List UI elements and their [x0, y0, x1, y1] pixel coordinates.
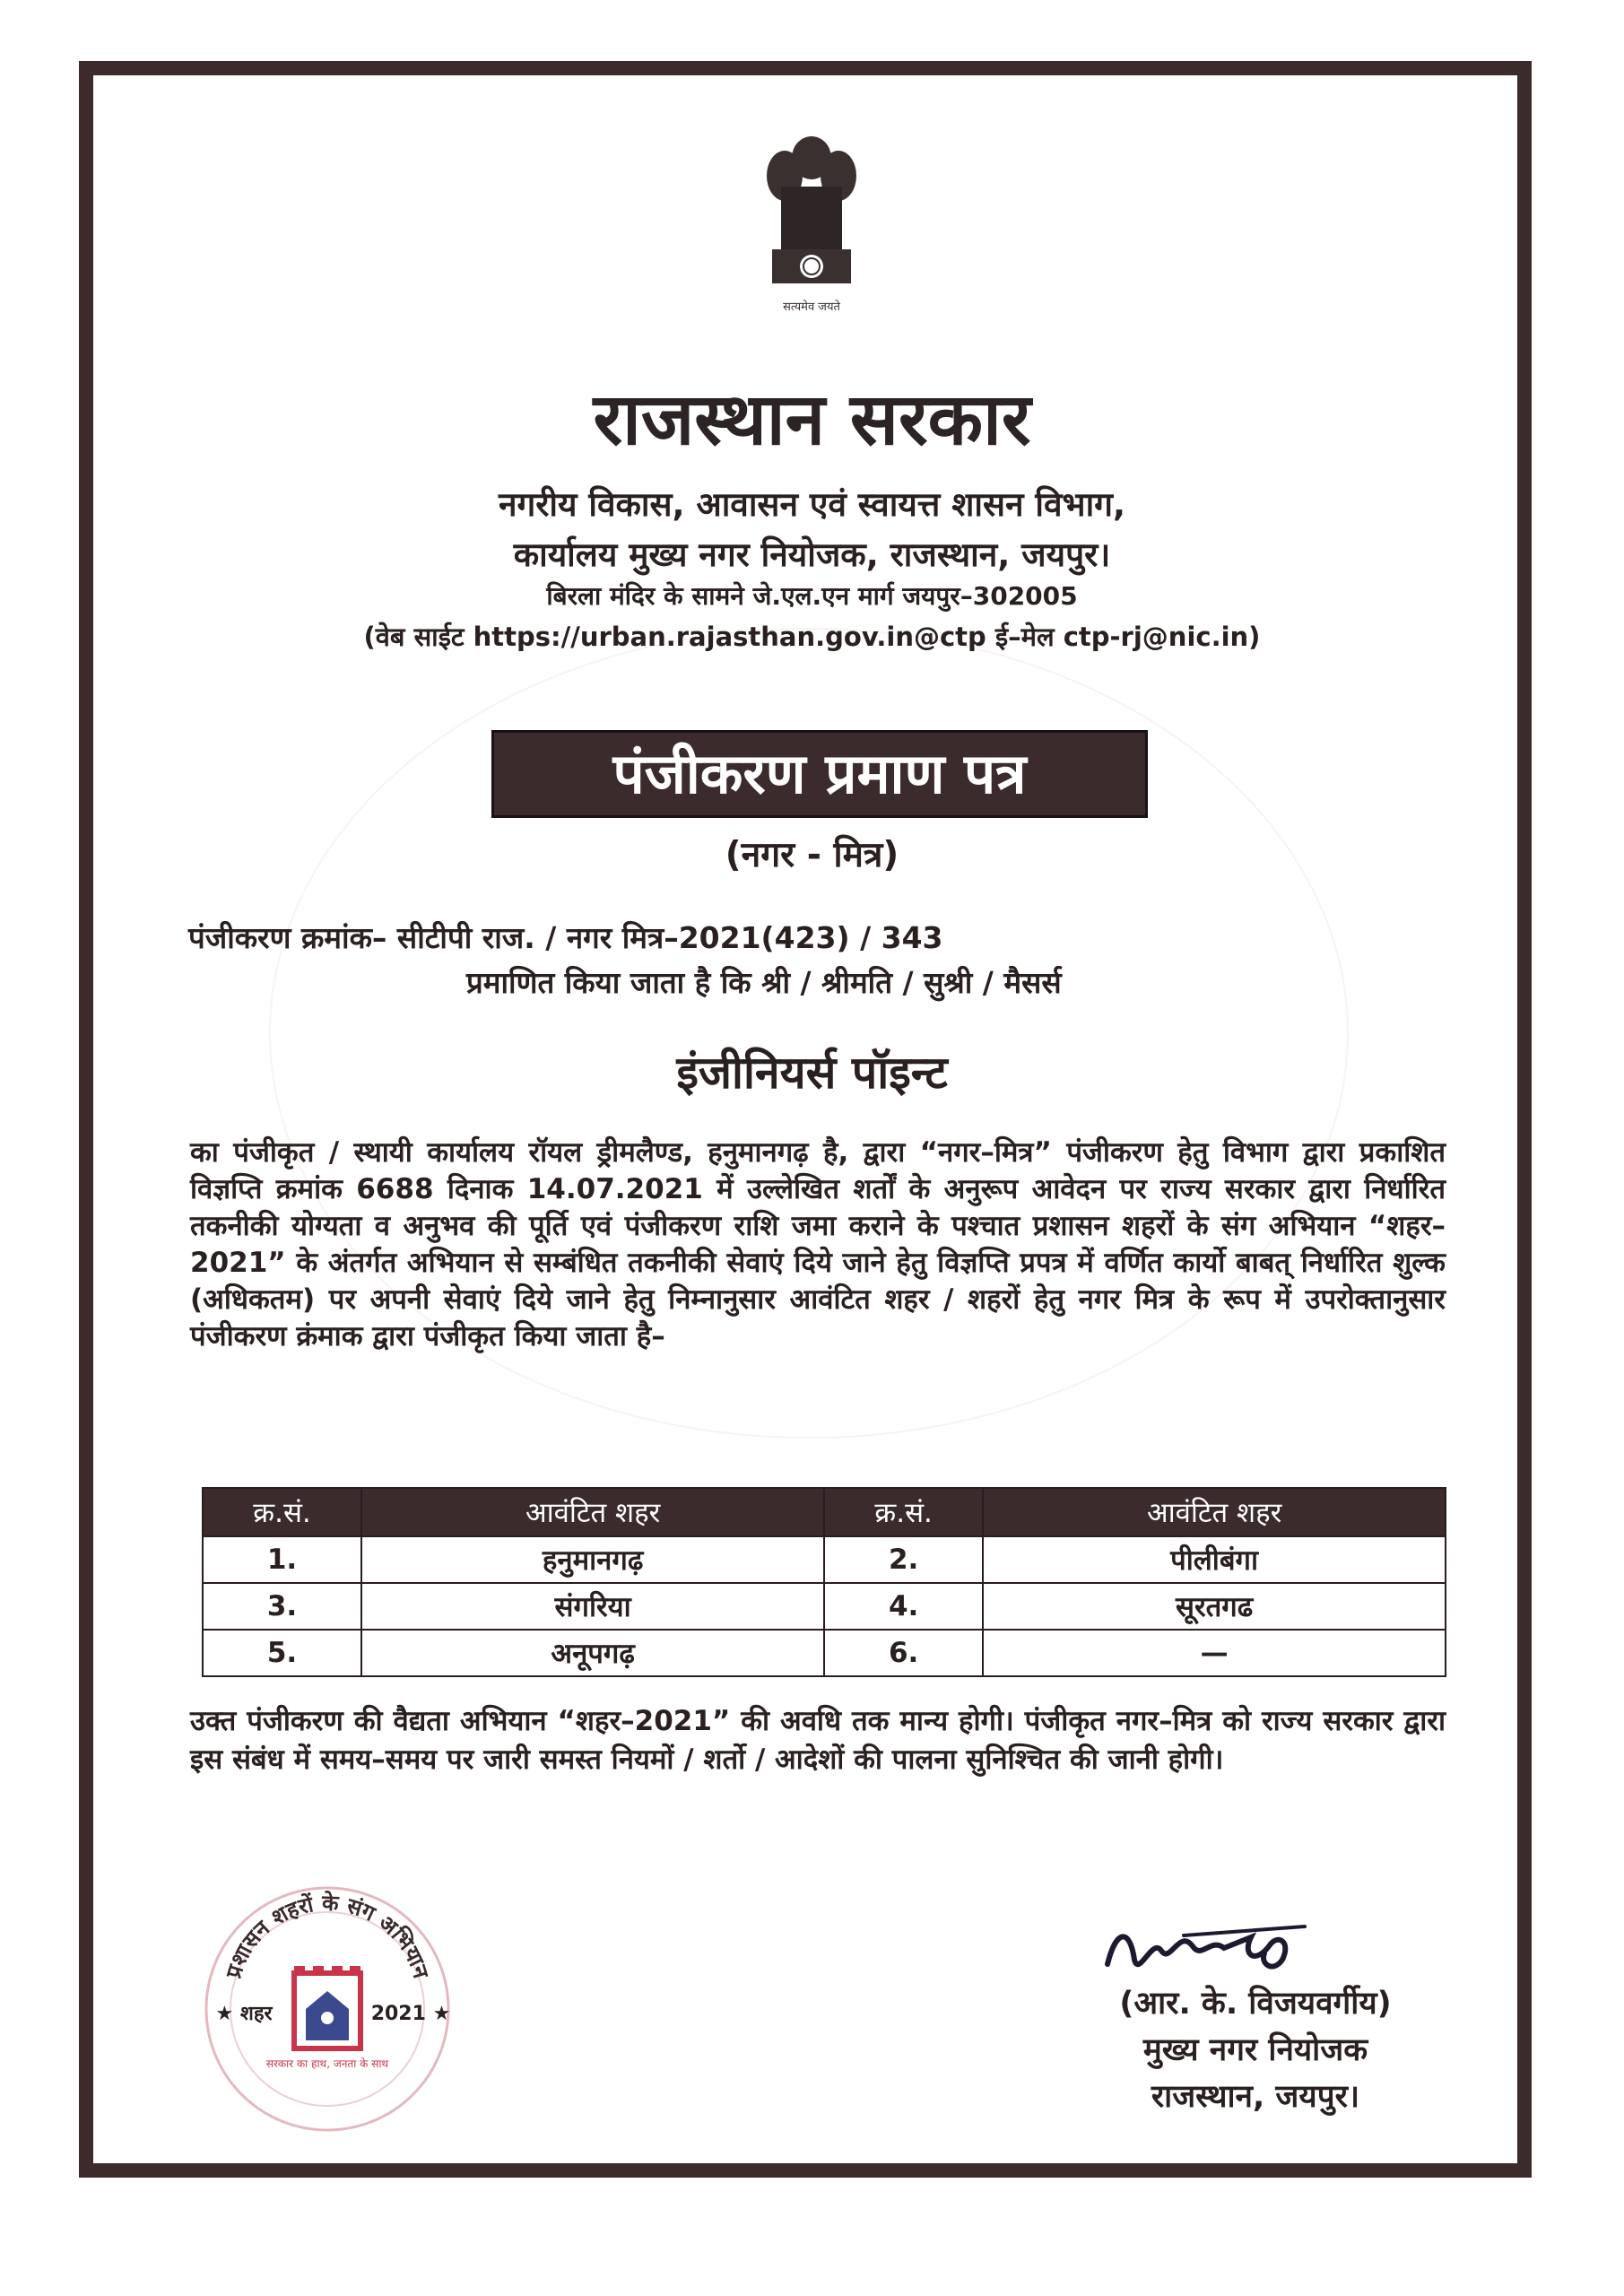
serial-cell: 1. — [203, 1536, 361, 1583]
city-cell: पीलीबंगा — [983, 1536, 1446, 1583]
registration-number: पंजीकरण क्रमांक– सीटीपी राज. / नगर मित्र–2021(423) / 343 — [188, 920, 943, 955]
column-header: क्र.सं. — [824, 1488, 983, 1536]
seal-right-text: 2021 ★ — [370, 2003, 451, 2025]
city-cell: अनूपगढ़ — [361, 1630, 824, 1676]
website-contact: (वेब साईट https://urban.rajasthan.gov.in@ctp ई–मेल ctp-rj@nic.in) — [363, 622, 1261, 652]
table-header-row — [203, 1488, 1446, 1536]
firm-name: इंजीनियर्स पॉइन्ट — [676, 1047, 948, 1099]
city-cell: सूरतगढ — [983, 1583, 1446, 1630]
signature-image — [1099, 1910, 1314, 1991]
column-header: आवंटित शहर — [361, 1488, 824, 1536]
seal-tagline: सरकार का हाथ, जनता के साथ — [265, 2057, 389, 2070]
certify-line: प्रमाणित किया जाता है कि श्री / श्रीमति / सुश्री / मैसर्स — [466, 965, 1062, 1000]
allotted-cities-table — [202, 1487, 1446, 1677]
signatory-name: (आर. के. विजयवर्गीय) — [1119, 1986, 1392, 2022]
department-line-1: नगरीय विकास, आवासन एवं स्वायत्त शासन विभाग, — [498, 485, 1126, 524]
serial-cell: 6. — [824, 1630, 983, 1676]
certificate-subtitle: (नगर - मित्र) — [725, 835, 899, 875]
city-cell: संगरिया — [361, 1583, 824, 1630]
svg-text:प्रशासन शहरों के संग अभियान — [221, 1891, 434, 1983]
table-row — [203, 1536, 1446, 1583]
emblem-motto: सत्यमेव जयते — [783, 300, 840, 314]
column-header: क्र.सं. — [203, 1488, 361, 1536]
national-emblem-icon — [758, 124, 865, 317]
campaign-seal-logo — [188, 1866, 466, 2144]
serial-cell: 3. — [203, 1583, 361, 1630]
certificate-body: का पंजीकृत / स्थायी कार्यालय रॉयल ड्रीमलैण्ड, हनुमानगढ़ है, द्वारा “नगर–मित्र” पंजीकरण हेतु विभाग द्वारा प्रकाशित विज्ञप्ति क्रमांक 6688 दिनाक 14.07.2021 में उल्लेखित शर्तों के अनुरूप आवेदन पर राज्य सरकार द्वारा निर्धारित तकनीकी योग्यता व अनुभव की पूर्ति एवं पंजीकरण राशि जमा कराने के पश्चात प्रशासन शहरों के संग अभियान “शहर–2021” के अंतर्गत अभियान से सम्बंधित तकनीकी सेवाएं दिये जाने हेतु विज्ञप्ति प्रपत्र में वर्णित कार्यो बाबत् निर्धारित शुल्क (अधिकतम) पर अपनी सेवाएं दिये जाने हेतु निम्नानुसार आवंटित शहर / शहरों हेतु नगर मित्र के रूप में उपरोक्तानुसार पंजीकरण क्रंमाक द्वारा पंजीकृत किया जाता है– — [190, 1136, 1446, 1352]
office-address: बिरला मंदिर के सामने जे.एल.एन मार्ग जयपुर–302005 — [546, 581, 1078, 611]
signatory-location: राजस्थान, जयपुर। — [1151, 2079, 1360, 2115]
city-cell: हनुमानगढ़ — [361, 1536, 824, 1583]
seal-arc-text: प्रशासन शहरों के संग अभियान — [221, 1890, 434, 1981]
column-header: आवंटित शहर — [983, 1488, 1446, 1536]
government-title: राजस्थान सरकार — [593, 378, 1031, 461]
signatory-block — [1058, 1980, 1453, 2120]
serial-cell: 2. — [824, 1536, 983, 1583]
city-cell: — — [983, 1630, 1446, 1676]
validity-note: उक्त पंजीकरण की वैद्यता अभियान “शहर–2021” की अवधि तक मान्य होगी। पंजीकृत नगर–मित्र को राज्य सरकार द्वारा इस संबंध में समय–समय पर जारी समस्त नियमों / शर्तो / आदेशों की पालना सुनिश्चित की जानी होगी। — [190, 1705, 1446, 1776]
seal-left-text: ★ शहर — [215, 2003, 273, 2025]
certificate-title-banner: पंजीकरण प्रमाण पत्र — [491, 730, 1148, 818]
serial-cell: 5. — [203, 1630, 361, 1676]
signatory-designation: मुख्य नगर नियोजक — [1142, 2032, 1368, 2068]
table-row — [203, 1630, 1446, 1676]
serial-cell: 4. — [824, 1583, 983, 1630]
department-line-2: कार्यालय मुख्य नगर नियोजक, राजस्थान, जयपुर। — [513, 535, 1111, 574]
department-name — [0, 480, 1624, 580]
table-row — [203, 1583, 1446, 1630]
